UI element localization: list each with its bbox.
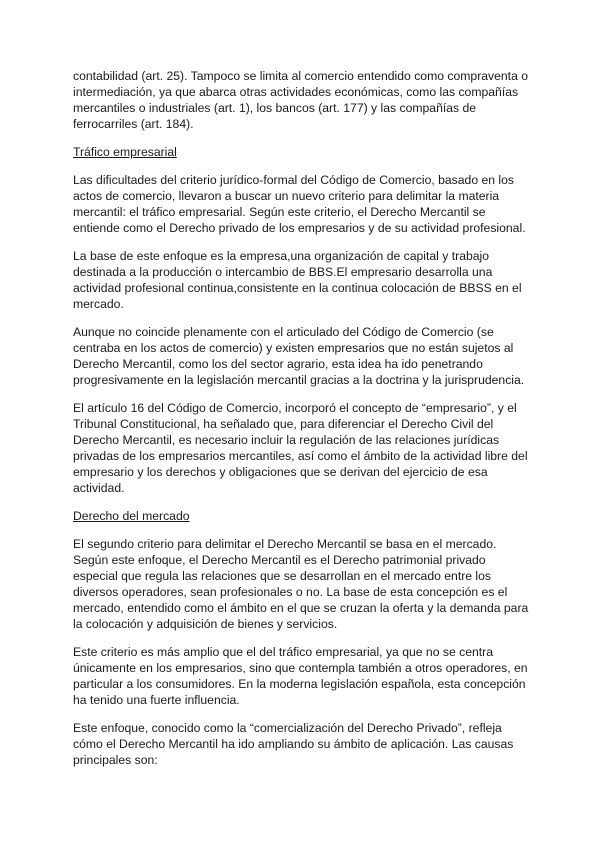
paragraph-articulo-16: El artículo 16 del Código de Comercio, incorporó el concepto de “empresario”, y el Tribunal Constitucional, ha señalado que, para diferenciar el Derecho Civil del Derecho Mercantil, es necesario incluir la regulación de las relaciones jurídicas privadas de los empresarios mercantiles, así como el ámbito de la actividad libre del empresario y los derechos y obligaciones que se derivan del ejercicio de esa actividad. bbox=[73, 401, 528, 495]
paragraph-aunque: Aunque no coincide plenamente con el articulado del Código de Comercio (se centraba en los actos de comercio) y existen empresarios que no están sujetos al Derecho Mercantil, como los del sector agrario, esta idea ha ido penetrando progresivamente en la legislación mercantil gracias a la doctrina y la jurisprudencia. bbox=[73, 325, 525, 387]
paragraph-base-empresa: La base de este enfoque es la empresa,una organización de capital y trabajo destinada a la producción o intercambio de BBS.El empresario desarrolla una actividad profesional continua,consistente en la continua colocación de BBSS en el mercado. bbox=[73, 249, 522, 311]
paragraph-contabilidad: contabilidad (art. 25). Tampoco se limita al comercio entendido como compraventa o intermediación, ya que abarca otras actividades económicas, como las compañías mercantiles o industriales (art. 1), los bancos (art. 177) y las compañías de ferrocarriles (art. 184). bbox=[73, 69, 529, 131]
document-page bbox=[73, 68, 533, 768]
paragraph-criterio-amplio: Este criterio es más amplio que el del tráfico empresarial, ya que no se centra únicamente en los empresarios, sino que contempla también a otros operadores, en particular a los consumidores. En la moderna legislación española, esta concepción ha tenido una fuerte influencia. bbox=[73, 645, 528, 707]
paragraph-dificultades: Las dificultades del criterio jurídico-formal del Código de Comercio, basado en los actos de comercio, llevaron a buscar un nuevo criterio para delimitar la materia mercantil: el tráfico empresarial. Según este criterio, el Derecho Mercantil se entiende como el Derecho privado de los empresarios y de su actividad profesional. bbox=[73, 173, 526, 235]
heading-derecho-mercado: Derecho del mercado bbox=[73, 509, 190, 523]
paragraph-segundo-criterio: El segundo criterio para delimitar el Derecho Mercantil se basa en el mercado. Según este enfoque, el Derecho Mercantil es el Derecho patrimonial privado especial que regula las relaciones que se desarrollan en el mercado entre los diversos operadores, sean profesionales o no. La base de esta concepción es el mercado, entendido como el ámbito en el que se cruzan la oferta y la demanda para la colocación y adquisición de bienes y servicios. bbox=[73, 537, 529, 631]
paragraph-enfoque-comercializacion: Este enfoque, conocido como la “comercialización del Derecho Privado”, refleja cómo el Derecho Mercantil ha ido ampliando su ámbito de aplicación. Las causas principales son: bbox=[73, 721, 514, 767]
heading-trafico-empresarial: Tráfico empresarial bbox=[73, 145, 177, 159]
